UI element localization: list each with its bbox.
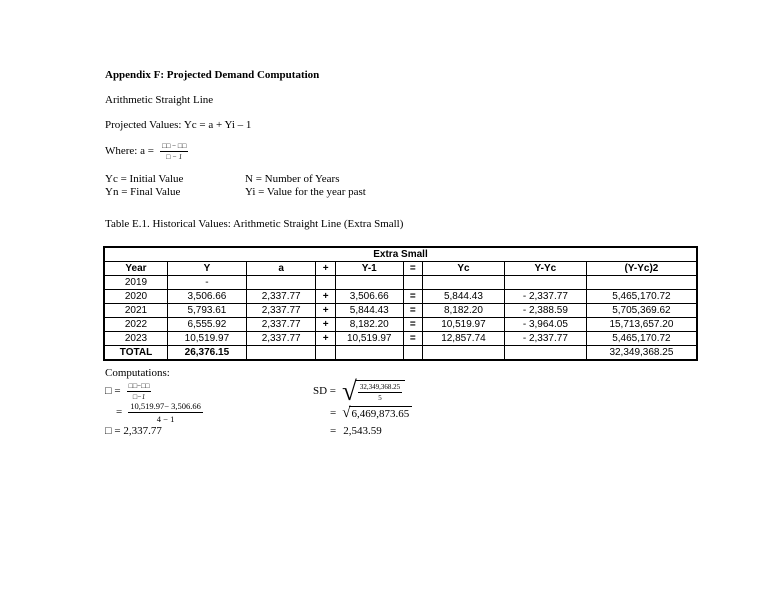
table-total-cell: 32,349,368.25 <box>586 346 697 361</box>
sd-line2-radicand: 6,469,873.65 <box>349 406 412 421</box>
definition-yi: Yi = Value for the year past <box>245 186 366 198</box>
col-header-y-yc: Y-Yc <box>504 262 586 276</box>
table-cell: 6,555.92 <box>167 318 246 332</box>
table-header-row <box>104 262 697 276</box>
table-group-header: Extra Small <box>104 247 697 262</box>
sd-line1-lhs: SD = <box>313 385 337 397</box>
sd-line2-lhs: = <box>330 407 337 419</box>
col-header-y: Y <box>167 262 246 276</box>
table-cell: 2023 <box>104 332 167 346</box>
col-header-equals: = <box>403 262 422 276</box>
table-cell: 2022 <box>104 318 167 332</box>
table-cell: 10,519.97 <box>167 332 246 346</box>
projected-values-formula: Projected Values: Yc = a + Yi – 1 <box>105 119 252 131</box>
definition-n: N = Number of Years <box>245 173 340 185</box>
where-formula <box>105 140 191 162</box>
historical-values-table <box>103 246 698 361</box>
table-cell: 2019 <box>104 276 167 290</box>
col-header-yc: Yc <box>422 262 504 276</box>
where-fraction-denominator: □ − 1 <box>166 152 183 161</box>
table-cell: 2021 <box>104 304 167 318</box>
appendix-title: Appendix F: Projected Demand Computation <box>105 69 320 81</box>
table-cell: 12,857.74 <box>422 332 504 346</box>
table-total-cell: 26,376.15 <box>167 346 246 361</box>
a-line1-denominator: □−1 <box>132 393 146 401</box>
table-cell: 10,519.97 <box>422 318 504 332</box>
table-row-2022 <box>104 318 697 332</box>
table-cell: + <box>316 290 335 304</box>
sd-line1-numerator: 32,349,368.25 <box>359 383 401 391</box>
table-cell: 5,465,170.72 <box>586 290 697 304</box>
table-cell: 3,506.66 <box>167 290 246 304</box>
table-cell <box>316 276 335 290</box>
sd-result-value: 2,543.59 <box>343 424 382 437</box>
table-cell: - 3,964.05 <box>504 318 586 332</box>
table-cell: = <box>403 304 422 318</box>
table-cell: - 2,337.77 <box>504 332 586 346</box>
where-fraction-numerator: □□ − □□ <box>161 141 187 150</box>
a-result-text: □ = 2,337.77 <box>105 424 162 437</box>
table-total-cell: TOTAL <box>104 346 167 361</box>
table-row-2019 <box>104 276 697 290</box>
table-cell: = <box>403 290 422 304</box>
table-cell: 8,182.20 <box>422 304 504 318</box>
table-cell: - <box>167 276 246 290</box>
radical-sign-icon: √ <box>342 376 357 406</box>
a-computation-block <box>105 382 206 438</box>
method-label: Arithmetic Straight Line <box>105 94 214 106</box>
table-cell: 3,506.66 <box>335 290 403 304</box>
table-cell <box>246 276 316 290</box>
table-cell: 2,337.77 <box>246 332 316 346</box>
table-total-cell <box>335 346 403 361</box>
a-line1-numerator: □□−□□ <box>128 382 150 390</box>
table-caption: Table E.1. Historical Values: Arithmetic Straight Line (Extra Small) <box>105 218 404 230</box>
table-cell: 5,465,170.72 <box>586 332 697 346</box>
sd-computation-line1 <box>313 376 412 406</box>
sd-computation-line2 <box>313 404 412 423</box>
table-cell: 2020 <box>104 290 167 304</box>
table-cell: 5,705,369.62 <box>586 304 697 318</box>
table-cell <box>586 276 697 290</box>
a-computation-line1 <box>105 382 206 401</box>
sd-line1-fraction <box>358 383 402 402</box>
table-row-2020 <box>104 290 697 304</box>
table-cell <box>335 276 403 290</box>
table-cell: + <box>316 318 335 332</box>
table-cell: 2,337.77 <box>246 290 316 304</box>
table-total-cell <box>246 346 316 361</box>
table-cell: 2,337.77 <box>246 304 316 318</box>
col-header-a: a <box>246 262 316 276</box>
table-cell: 2,337.77 <box>246 318 316 332</box>
table-cell: + <box>316 332 335 346</box>
a-line2-denominator: 4 − 1 <box>156 414 175 424</box>
sd-line1-radicand <box>356 380 405 402</box>
table-cell: 15,713,657.20 <box>586 318 697 332</box>
table-cell: - 2,388.59 <box>504 304 586 318</box>
a-computation-line2 <box>105 401 206 424</box>
table-cell <box>504 276 586 290</box>
sd-result-lhs: = <box>330 424 337 437</box>
where-label: Where: a = <box>105 144 154 157</box>
computations-heading: Computations: <box>105 367 170 379</box>
table-cell: 10,519.97 <box>335 332 403 346</box>
definition-yn: Yn = Final Value <box>105 186 181 198</box>
table-total-cell <box>316 346 335 361</box>
sd-computation-block <box>313 376 412 439</box>
sd-line1-denominator: 5 <box>378 394 382 402</box>
col-header-y1: Y-1 <box>335 262 403 276</box>
table-total-cell <box>422 346 504 361</box>
col-header-plus: + <box>316 262 335 276</box>
col-header-y-yc2: (Y-Yc)2 <box>586 262 697 276</box>
sd-line1-radical <box>342 376 405 406</box>
table-total-cell <box>504 346 586 361</box>
table-cell: 8,182.20 <box>335 318 403 332</box>
table-cell: 5,844.43 <box>422 290 504 304</box>
table-cell: + <box>316 304 335 318</box>
a-line1-lhs: □ = <box>105 385 121 397</box>
radical-sign-icon: √ <box>342 405 351 421</box>
sd-computation-result <box>313 423 412 439</box>
a-line2-numerator: 10,519.97− 3,506.66 <box>130 401 201 411</box>
table-cell: - 2,337.77 <box>504 290 586 304</box>
table-cell: 5,793.61 <box>167 304 246 318</box>
where-fraction <box>160 142 188 161</box>
col-header-year: Year <box>104 262 167 276</box>
sd-line2-radical <box>342 406 412 421</box>
table-group-header-row <box>104 247 697 262</box>
table-cell <box>422 276 504 290</box>
table-total-row <box>104 346 697 361</box>
table-cell <box>403 276 422 290</box>
table-row-2021 <box>104 304 697 318</box>
table-row-2023 <box>104 332 697 346</box>
table-cell: = <box>403 332 422 346</box>
table-cell: 5,844.43 <box>335 304 403 318</box>
a-line2-fraction <box>128 401 203 424</box>
a-line1-fraction <box>127 382 152 401</box>
table-total-cell <box>403 346 422 361</box>
definition-yc: Yc = Initial Value <box>105 173 184 185</box>
a-computation-result <box>105 424 206 438</box>
table-cell: = <box>403 318 422 332</box>
a-line2-lhs: = <box>116 406 123 418</box>
